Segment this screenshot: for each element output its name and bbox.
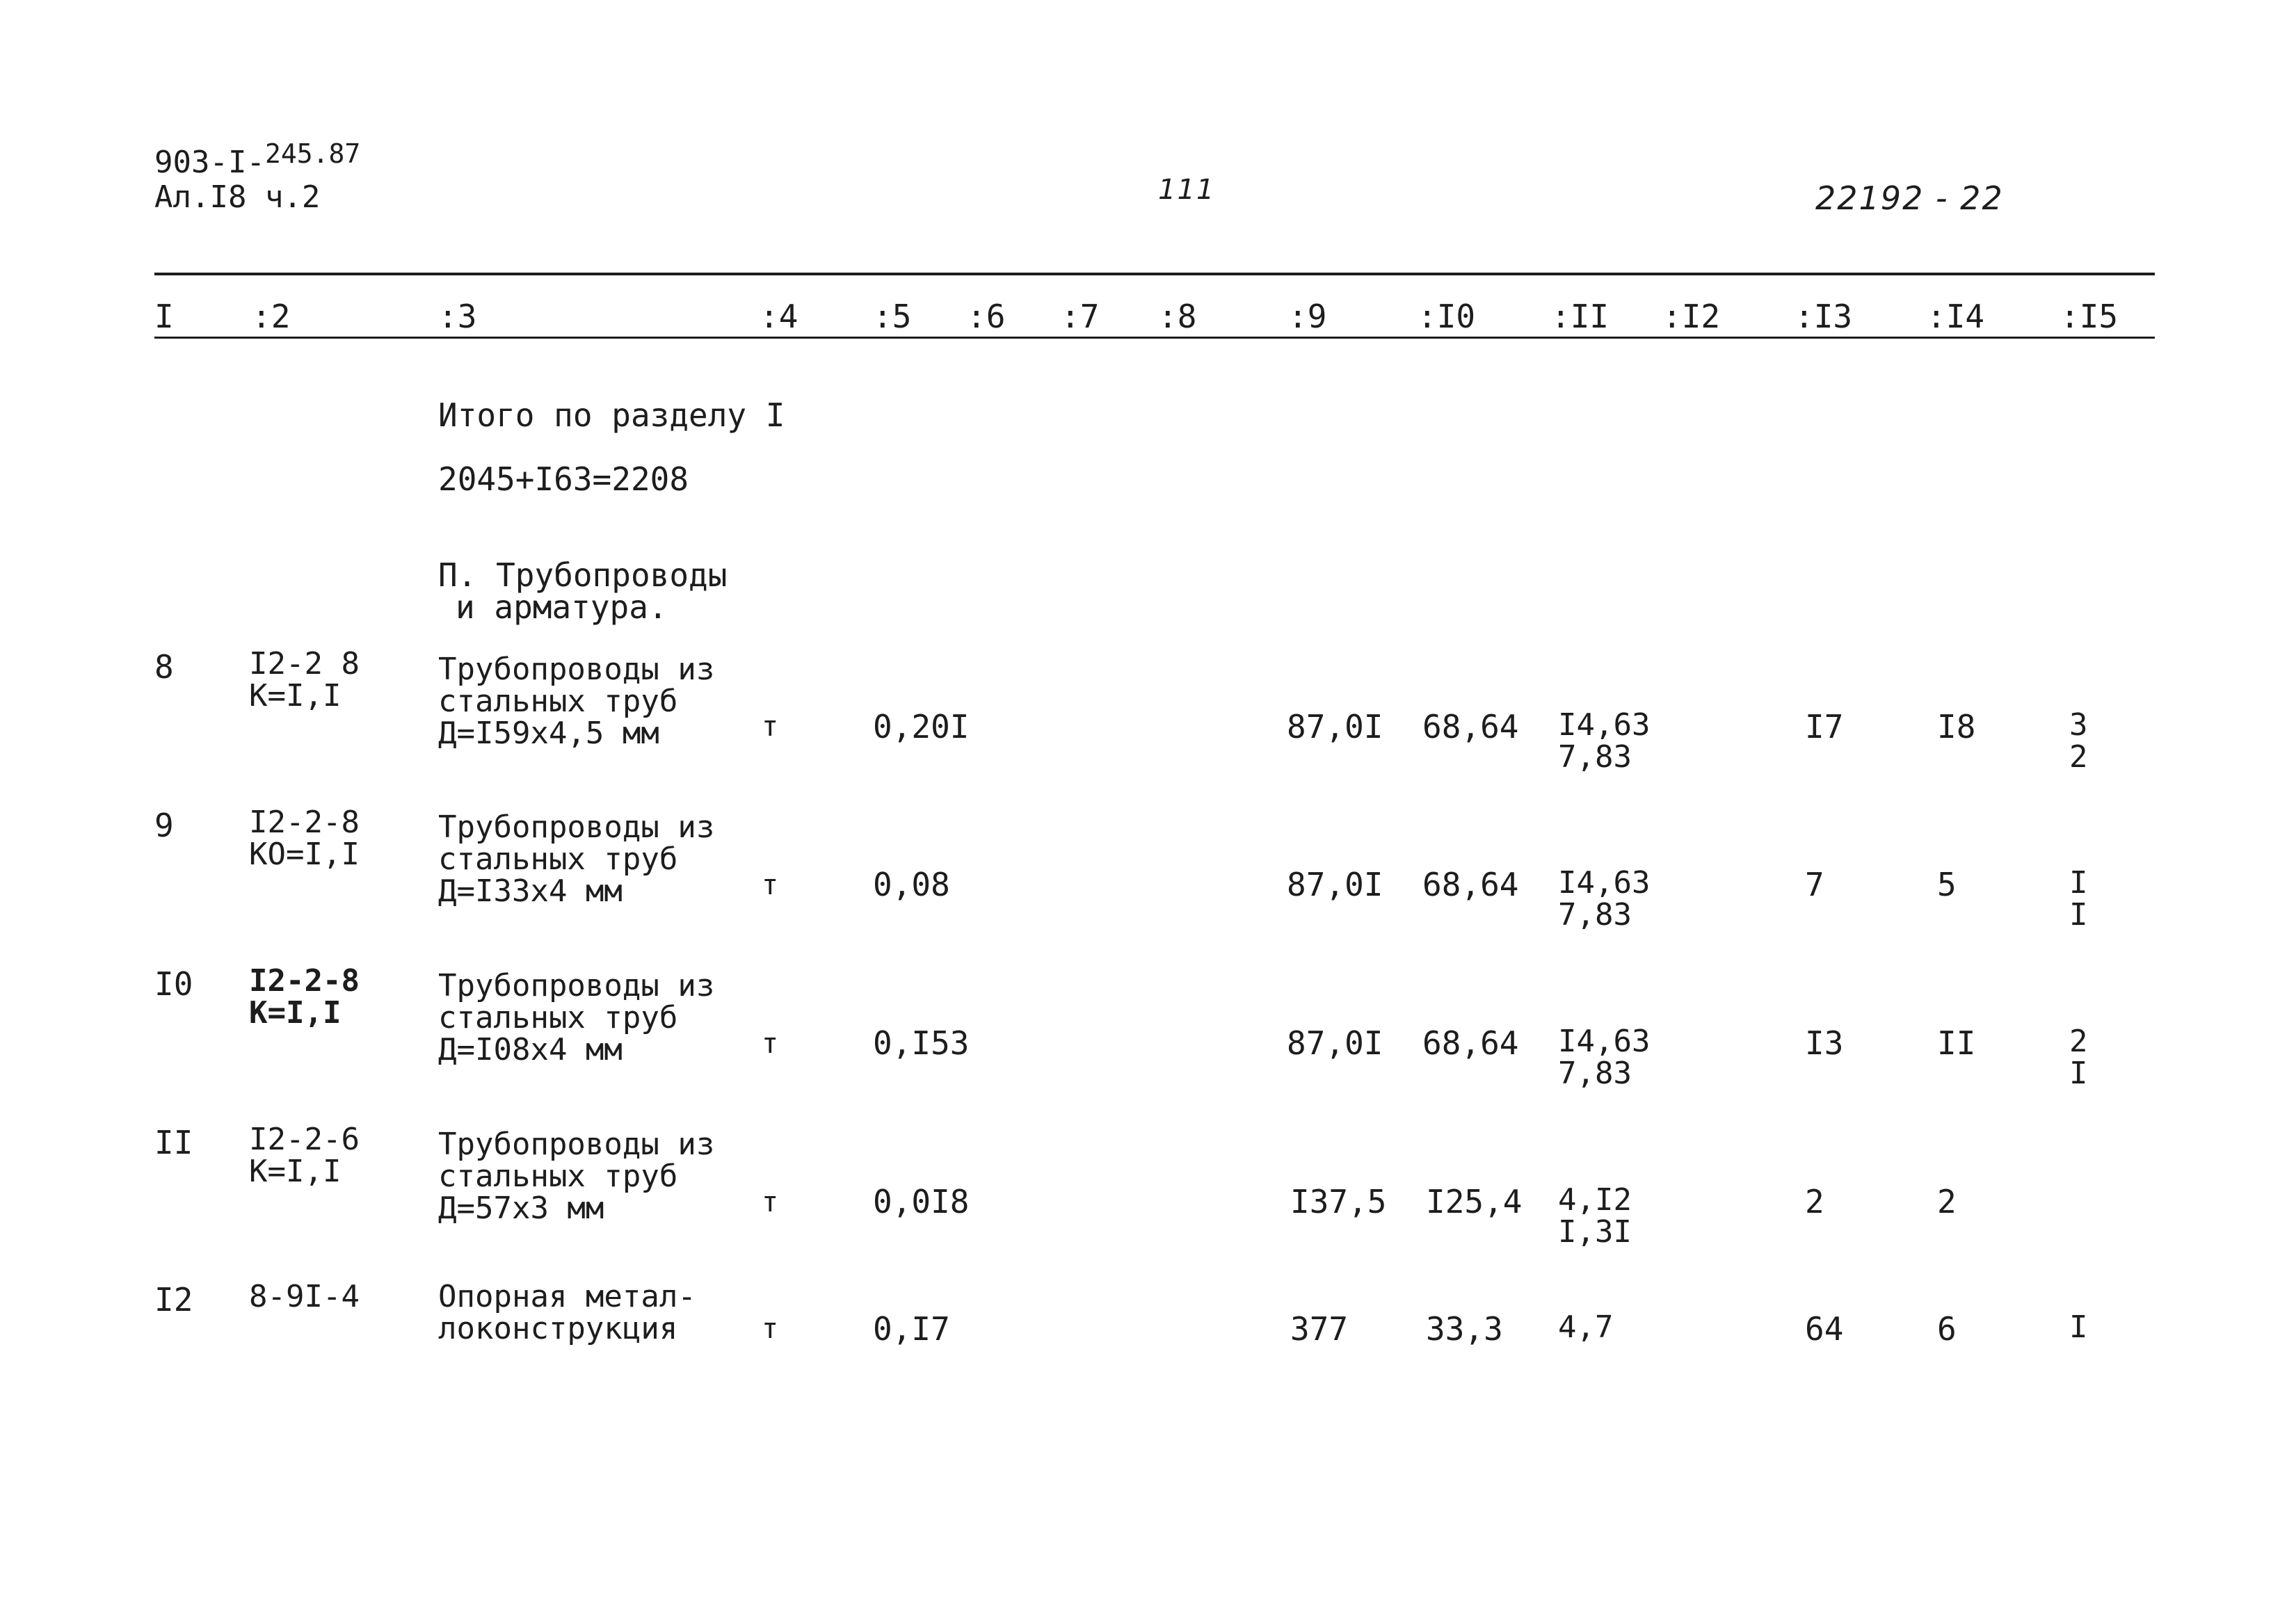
col-4-header: :4 — [760, 298, 798, 335]
document-code-stamp: 245.87 — [264, 138, 361, 169]
col-6-header: :6 — [967, 298, 1006, 335]
col-10-value: 33,3 — [1426, 1310, 1503, 1348]
norm-code-coef: К=I,I — [249, 995, 342, 1031]
sheet-code: 22192 - 22 — [1815, 179, 2004, 217]
norm-code-line: I2-2-8 — [249, 963, 360, 999]
row-number: 9 — [154, 807, 174, 844]
norm-code-line: I2-2 8 — [249, 646, 360, 682]
col-2-header: :2 — [252, 298, 291, 335]
unit: т — [762, 1313, 779, 1345]
col-11-value-bottom: 7,83 — [1558, 897, 1632, 933]
col-13-value: 2 — [1805, 1183, 1824, 1220]
col-15-value-bottom: 2 — [2069, 739, 2088, 775]
unit: т — [762, 1186, 779, 1218]
col-14-header: :I4 — [1927, 298, 1985, 335]
section-total-formula: 2045+I63=2208 — [438, 460, 689, 498]
section-2-subtitle: и арматура. — [456, 588, 668, 626]
document-code-printed: 903-I- — [154, 145, 265, 180]
col-13-value: I3 — [1805, 1024, 1844, 1062]
col-11-value — [1558, 867, 1650, 931]
row-number: 8 — [154, 648, 174, 686]
item-name-line-3: Д=57х3 мм — [438, 1191, 604, 1226]
col-13-value: I7 — [1805, 708, 1844, 745]
item-name-line-1: Трубопроводы из — [438, 1127, 715, 1162]
section-2-title: П. Трубопроводы — [438, 556, 728, 594]
col-15-value-top: I — [2069, 1309, 2088, 1345]
col-10-value: 68,64 — [1422, 866, 1519, 903]
col-14-value: 6 — [1937, 1310, 1957, 1348]
col-1-header: I — [154, 298, 174, 335]
item-name-line-2: стальных труб — [438, 684, 678, 719]
col-3-header: :3 — [438, 298, 477, 335]
col-13-value: 64 — [1805, 1310, 1844, 1348]
col-15-value — [2069, 1026, 2088, 1090]
document-code — [154, 138, 361, 180]
item-name — [438, 1129, 714, 1225]
norm-code-coef: КО=I,I — [249, 837, 360, 872]
col-15-value-bottom: I — [2069, 897, 2088, 933]
col-11-value-bottom: 7,83 — [1558, 739, 1632, 775]
header-bottom-rule — [154, 337, 2155, 339]
unit: т — [762, 1028, 779, 1060]
col-14-value: 5 — [1937, 866, 1957, 903]
col-13-header: :I3 — [1795, 298, 1853, 335]
album-label: Ал.I8 ч.2 — [154, 179, 321, 215]
quantity: 0,20I — [873, 708, 970, 745]
col-12-header: :I2 — [1662, 298, 1721, 335]
col-14-value: 2 — [1937, 1183, 1957, 1220]
norm-code-coef: К=I,I — [249, 1154, 342, 1189]
col-10-value: I25,4 — [1426, 1183, 1523, 1220]
norm-code-coef: К=I,I — [249, 678, 342, 713]
col-14-value: II — [1937, 1024, 1976, 1062]
col-9-value: 87,0I — [1287, 708, 1383, 745]
col-15-header: :I5 — [2060, 298, 2119, 335]
item-name-line-1: Трубопроводы из — [438, 809, 715, 845]
col-11-value-top: 4,I2 — [1558, 1182, 1632, 1218]
col-9-header: :9 — [1288, 298, 1327, 335]
quantity: 0,08 — [873, 866, 950, 903]
item-name-line-2: стальных труб — [438, 841, 678, 877]
norm-code — [249, 1281, 360, 1313]
col-11-value-bottom: 7,83 — [1558, 1056, 1632, 1091]
header-top-rule — [154, 273, 2155, 275]
item-name-line-3: Д=I33х4 мм — [438, 873, 623, 909]
section-total-title: Итого по разделу I — [438, 396, 785, 434]
col-13-value: 7 — [1805, 866, 1824, 903]
col-5-header: :5 — [873, 298, 912, 335]
col-7-header: :7 — [1061, 298, 1100, 335]
item-name-line-2: локонструкция — [438, 1311, 678, 1346]
norm-code — [249, 965, 360, 1029]
quantity: 0,0I8 — [873, 1183, 970, 1220]
item-name — [438, 809, 715, 909]
unit: т — [762, 711, 779, 743]
col-15-value-top: I — [2069, 865, 2088, 901]
item-name-line-1: Трубопроводы из — [438, 652, 715, 687]
col-10-value: 68,64 — [1422, 708, 1519, 745]
col-11-value-top: I4,63 — [1558, 1024, 1651, 1059]
item-name — [438, 1281, 696, 1345]
col-11-value — [1558, 1026, 1650, 1090]
col-11-header: :II — [1551, 298, 1609, 335]
norm-code-line: I2-2-8 — [249, 805, 360, 840]
col-9-value: 87,0I — [1287, 866, 1383, 903]
unit: т — [762, 869, 779, 901]
col-10-value: 68,64 — [1422, 1024, 1519, 1062]
col-11-value-top: I4,63 — [1558, 707, 1651, 743]
item-name — [438, 654, 714, 750]
norm-code — [249, 807, 360, 871]
item-name-line-3: Д=I59х4,5 мм — [438, 716, 659, 751]
norm-code — [249, 1124, 360, 1188]
col-9-value: 87,0I — [1287, 1024, 1383, 1062]
col-15-value-top: 3 — [2069, 707, 2088, 743]
col-14-value: I8 — [1937, 708, 1976, 745]
col-15-value — [2069, 709, 2088, 773]
norm-code — [249, 648, 360, 712]
quantity: 0,I7 — [873, 1310, 950, 1348]
quantity: 0,I53 — [873, 1024, 970, 1062]
item-name-line-2: стальных труб — [438, 1159, 678, 1194]
col-11-value-bottom: I,3I — [1558, 1214, 1632, 1250]
col-15-value — [2069, 1309, 2088, 1345]
row-number: I0 — [154, 965, 193, 1003]
col-11-value — [1558, 1309, 1614, 1345]
col-11-value — [1558, 1184, 1632, 1248]
col-9-value: I37,5 — [1290, 1183, 1387, 1220]
col-15-value-bottom: I — [2069, 1056, 2088, 1091]
norm-code-line: 8-9I-4 — [249, 1279, 360, 1314]
col-9-value: 377 — [1290, 1310, 1349, 1348]
col-11-value-top: 4,7 — [1558, 1309, 1614, 1345]
col-8-header: :8 — [1158, 298, 1197, 335]
col-15-value-top: 2 — [2069, 1024, 2088, 1059]
col-11-value — [1558, 709, 1650, 773]
item-name-line-1: Опорная метал- — [438, 1279, 696, 1314]
col-11-value-top: I4,63 — [1558, 865, 1651, 901]
page-number: 111 — [1158, 174, 1216, 206]
item-name — [438, 970, 714, 1066]
item-name-line-2: стальных труб — [438, 1000, 678, 1035]
row-number: I2 — [154, 1281, 193, 1318]
norm-code-line: I2-2-6 — [249, 1122, 360, 1157]
item-name-line-1: Трубопроводы из — [438, 968, 715, 1003]
item-name-line-3: Д=I08х4 мм — [438, 1032, 623, 1067]
col-10-header: :I0 — [1418, 298, 1476, 335]
row-number: II — [154, 1124, 193, 1161]
col-15-value — [2069, 867, 2088, 931]
